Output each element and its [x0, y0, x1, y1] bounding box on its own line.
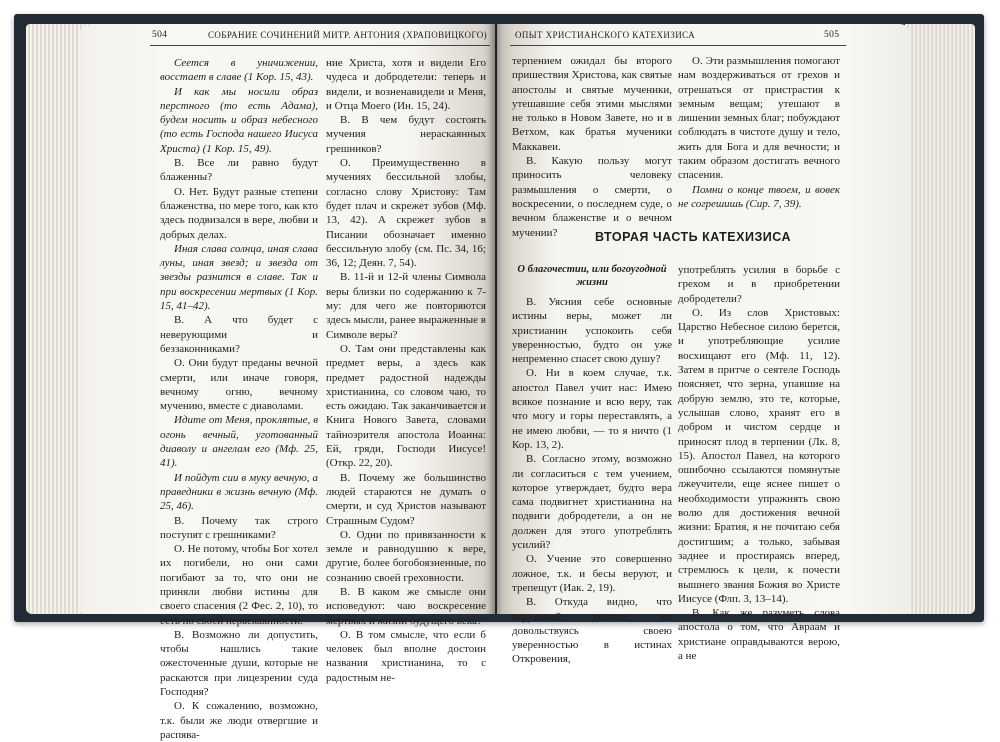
subsection-title: О благочестии, или богоугодной жизни — [517, 264, 667, 288]
paragraph: О. В том смысле, что если б человек был вполне достоин названия христианина, то с радостным не- — [326, 628, 486, 684]
paragraph: употреблять усилия в борьбе с грехом и в приобретении добродетели? — [678, 264, 840, 305]
book-gutter — [488, 24, 502, 614]
paragraph: Помни о конце твоем, и вовек не согрешишь (Сир. 7, 39). — [678, 183, 840, 210]
paragraph: В. 11-й и 12-й члены Символа веры близки по содержанию к 7-му: для чего же повторяются здесь мысли, ранее выраженные в Символе веры? — [326, 271, 486, 341]
section-title: ВТОРАЯ ЧАСТЬ КАТЕХИЗИСА — [595, 230, 792, 244]
paragraph: О. Учение это совершенно ложное, т.к. и бесы веруют, и трепещут (Иак. 2, 19). — [512, 553, 672, 594]
page-edges-left — [26, 24, 88, 614]
paragraph: В. Уясния себе основные истины веры, может ли христианин успокоить себя уверенностью, будто он уже непременно спасет свою душу? — [512, 296, 672, 366]
right-page-number: 505 — [824, 30, 840, 40]
paragraph: В. Откуда видно, что верующий должен, не довольствуясь своею уверенностью в истинах Откровения, — [512, 596, 672, 666]
paragraph: Идите от Меня, проклятые, в огонь вечный, уготованный диаволу и ангелам его (Мф. 25, 41). — [160, 414, 318, 470]
paragraph: О. Эти размышления помогают нам воздерживаться от грехов и отрешаться от пристрастия к земным вещам; утешают в лишении земных благ; побуждают соблюдать в чистоте душу и тело, жить для Бога и для вечности; и таким образом достигать вечного спасения. — [678, 55, 840, 182]
paragraph: О. Они будут преданы вечной смерти, или иначе говоря, вечному огню, вечному мучению, вместе с диаволами. — [160, 357, 318, 413]
paragraph: В. Какую пользу могут приносить человеку размышления о смерти, о воскресении, о последнем суде, о вечном блаженстве и о вечном мучении? — [512, 155, 672, 239]
paragraph: В. Почему же большинство людей стараются не думать о смерти, и суд Христов называют Страшным Судом? — [326, 471, 486, 527]
paragraph: О. Не потому, чтобы Бог хотел их погибели, но они сами погибают за то, что они не приняли любви истины для своего спасения (2 Фес. 2, 10), то есть по своей нераскаянности. — [160, 543, 318, 627]
right-column-2-top — [678, 54, 840, 211]
right-column-1-bottom — [512, 263, 672, 667]
right-column-2-bottom — [678, 263, 840, 663]
right-column-1-top — [512, 54, 672, 240]
paragraph: О. Нет. Будут разные степени блаженства, по мере того, как кто здесь подвизался в вере, любви и добрых делах. — [160, 185, 318, 241]
paragraph: О. Одни по привязанности к земле и равнодушию к вере, другие, более богобоязненные, по сознанию своей греховности. — [326, 528, 486, 584]
paragraph: О. Преимущественно в мучениях бессильной злобы, согласно слову Христову: Там будет плач и скрежет зубов (Мф. 13, 42). А скрежет зубов в Писании обозначает именно бессильную злобу (см. Пс. 34, 16; 36, 12; Деян. 7, 54). — [326, 157, 486, 270]
paragraph: В. Как же разуметь слова апостола о том, что Авраам и христиане оправдываются верою, а не — [678, 607, 840, 663]
right-head-rule — [510, 45, 846, 46]
paragraph: О. Из слов Христовых: Царство Небесное силою берется, и употребляющие усилие восхищают его (Мф. 11, 12). Затем в притче о сеятеле Господь поясняет, что зерна, упавшие на добрую землю, это те, которые, услышав слово, хранят его в добром и чистом сердце и приносят плод в терпении (Лк. 8, 15). Апостол Павел, на которого ошибочно ссылаются помянутые лжеучители, еще яснее пишет о необходимости упражнять свою волю для достижения вечной жизни: Братия, я не почитаю себя достигшим; а только, забывая заднее и простираясь вперед, стремлюсь к цели, к почести вышнего звания Божия во Христе Иисусе (Флп. 3, 13–14). — [678, 306, 840, 605]
left-page-number: 504 — [152, 30, 168, 40]
paragraph: Сеется в уничижении, восстает в славе (1 Кор. 15, 43). — [160, 57, 318, 84]
paragraph: В. Почему так строго поступят с грешниками? — [160, 514, 318, 541]
paragraph: В. В каком же смысле они исповедуют: чаю воскресение мертвых и жизни будущего века? — [326, 585, 486, 627]
paragraph: О. Ни в коем случае, т.к. апостол Павел учит нас: Имею всякое познание и всю веру, так что могу и горы переставлять, а не имею любви, — то я ничто (1 Кор. 13, 2). — [512, 367, 672, 451]
page-edges-right — [905, 24, 975, 614]
paragraph: терпением ожидал бы второго пришествия Христова, как святые апостолы и святые мученики, утешавшие себя этими мыслями не только в Новом Завете, но и в Ветхом, как братья мученики Маккавеи. — [512, 55, 672, 153]
left-head-rule — [150, 45, 490, 46]
left-column-1 — [160, 56, 318, 742]
left-running-head: СОБРАНИЕ СОЧИНЕНИЙ МИТР. АНТОНИЯ (ХРАПОВИЦКОГО) — [208, 30, 488, 40]
paragraph: О. К сожалению, возможно, т.к. были же люди отвергшие и распява- — [160, 700, 318, 741]
paragraph: И пойдут сии в муку вечную, а праведники в жизнь вечную (Мф. 25, 46). — [160, 471, 318, 513]
paragraph: О. Там они представлены как предмет веры, а здесь как предмет радостной надежды христианина, со словом чаю, то есть ожидаю. Так заканчивается и Книга Нового Завета, словами тайнозрителя апостола Иоанна: Ей, гряди, Господи Иисусе! (Откр. 22, 20). — [326, 342, 486, 470]
right-running-head: ОПЫТ ХРИСТИАНСКОГО КАТЕХИЗИСА — [515, 30, 695, 40]
paragraph: В. Согласно этому, возможно ли согласиться с тем учением, которое утверждает, будто вера сама подвигнет христианина на подвиги добродетели, а он не должен для этого употреблять усилий? — [512, 453, 672, 552]
paragraph: В. Все ли равно будут блаженны? — [160, 157, 318, 184]
left-column-2 — [326, 56, 486, 685]
paragraph: В. Возможно ли допустить, чтобы нашлись такие ожесточенные души, которые не раскаются при лицезрении суда Господня? — [160, 628, 318, 699]
paragraph: ние Христа, хотя и видели Его чудеса и добродетели: теперь и видели, и возненавидели и Меня, и Отца Моего (Ин. 15, 24). — [326, 57, 486, 112]
paragraph: В. В чем будут состоять мучения нераскаянных грешников? — [326, 114, 486, 155]
paragraph: И как мы носили образ перстного (то есть Адама), будем носить и образ небесного (то есть Господа нашего Иисуса Христа) (1 Кор. 15, 49). — [160, 85, 318, 155]
paragraph: В. А что будет с неверующими и беззаконниками? — [160, 314, 318, 355]
paragraph: Иная слава солнца, иная слава луны, иная звезд; и звезда от звезды разнится в славе. Так и при воскресении мертвых (1 Кор. 15, 41–42). — [160, 242, 318, 313]
